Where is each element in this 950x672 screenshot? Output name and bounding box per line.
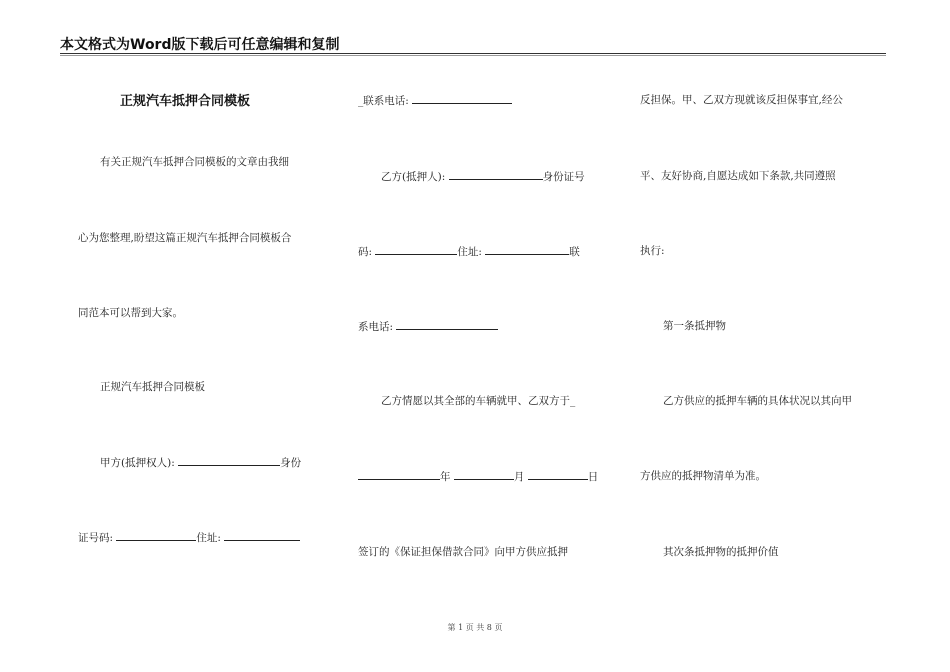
phone-blank <box>412 92 512 104</box>
year-blank <box>358 468 440 480</box>
id-label: 身份证号 <box>542 171 585 183</box>
year-label: 年 <box>440 471 451 483</box>
day-label: 日 <box>587 471 599 483</box>
party-b-label: 乙方(抵押人): <box>381 171 446 183</box>
col2-line-3 <box>358 243 580 259</box>
col2-line-2 <box>381 168 585 184</box>
col1-line-3: 同范本可以帮到大家。 <box>78 307 183 319</box>
col3-line-7: 其次条抵押物的抵押价值 <box>663 546 779 558</box>
party-a-blank <box>178 454 280 466</box>
party-a-label: 甲方(抵押权人): <box>100 457 175 469</box>
id-number-blank <box>116 529 196 541</box>
col2-line-6 <box>358 468 598 484</box>
phone-blank-b <box>396 318 498 330</box>
col3-line-5: 乙方供应的抵押车辆的具体状况以其向甲 <box>663 395 852 407</box>
month-blank <box>454 468 514 480</box>
phone-label-b: 系电话: <box>358 321 394 333</box>
col3-line-6: 方供应的抵押物清单为准。 <box>640 470 766 482</box>
id-label-fragment: 身份 <box>280 457 302 469</box>
col1-line-5 <box>100 454 301 470</box>
id-number-blank-b <box>375 243 457 255</box>
address-label-b: 住址: <box>457 246 482 258</box>
col1-line-1: 有关正规汽车抵押合同模板的文章由我细 <box>100 156 289 168</box>
col2-line-7: 签订的《保证担保借款合同》向甲方供应抵押 <box>358 546 568 558</box>
day-blank <box>528 468 588 480</box>
header-title: 本文格式为Word版下载后可任意编辑和复制 <box>60 37 340 53</box>
address-blank <box>224 529 300 541</box>
month-label: 月 <box>513 471 525 483</box>
phone-label: _联系电话: <box>358 95 409 107</box>
address-blank-b <box>485 243 569 255</box>
id-number-label-fragment: 码: <box>358 246 373 258</box>
col2-line-5: 乙方情愿以其全部的车辆就甲、乙双方于_ <box>381 395 576 407</box>
contact-label-fragment: 联 <box>569 246 580 258</box>
party-b-blank <box>449 168 543 180</box>
id-number-label: 证号码: <box>78 532 114 544</box>
col3-line-1: 反担保。甲、乙双方现就该反担保事宜,经公 <box>640 94 843 106</box>
col2-line-4 <box>358 318 498 334</box>
col1-line-4: 正规汽车抵押合同模板 <box>100 381 205 393</box>
page-footer: 第 1 页 共 8 页 <box>447 623 503 632</box>
col3-line-2: 平、友好协商,自愿达成如下条款,共同遵照 <box>640 170 836 182</box>
col1-line-2: 心为您整理,盼望这篇正规汽车抵押合同模板合 <box>78 232 292 244</box>
col3-line-3: 执行: <box>640 245 665 257</box>
col1-line-6 <box>78 529 300 545</box>
header-rule <box>60 53 886 54</box>
doc-title: 正规汽车抵押合同模板 <box>120 94 251 109</box>
address-label: 住址: <box>196 532 221 544</box>
col2-line-1 <box>358 92 512 108</box>
col3-line-4: 第一条抵押物 <box>663 320 726 332</box>
header-rule-secondary <box>60 55 886 56</box>
